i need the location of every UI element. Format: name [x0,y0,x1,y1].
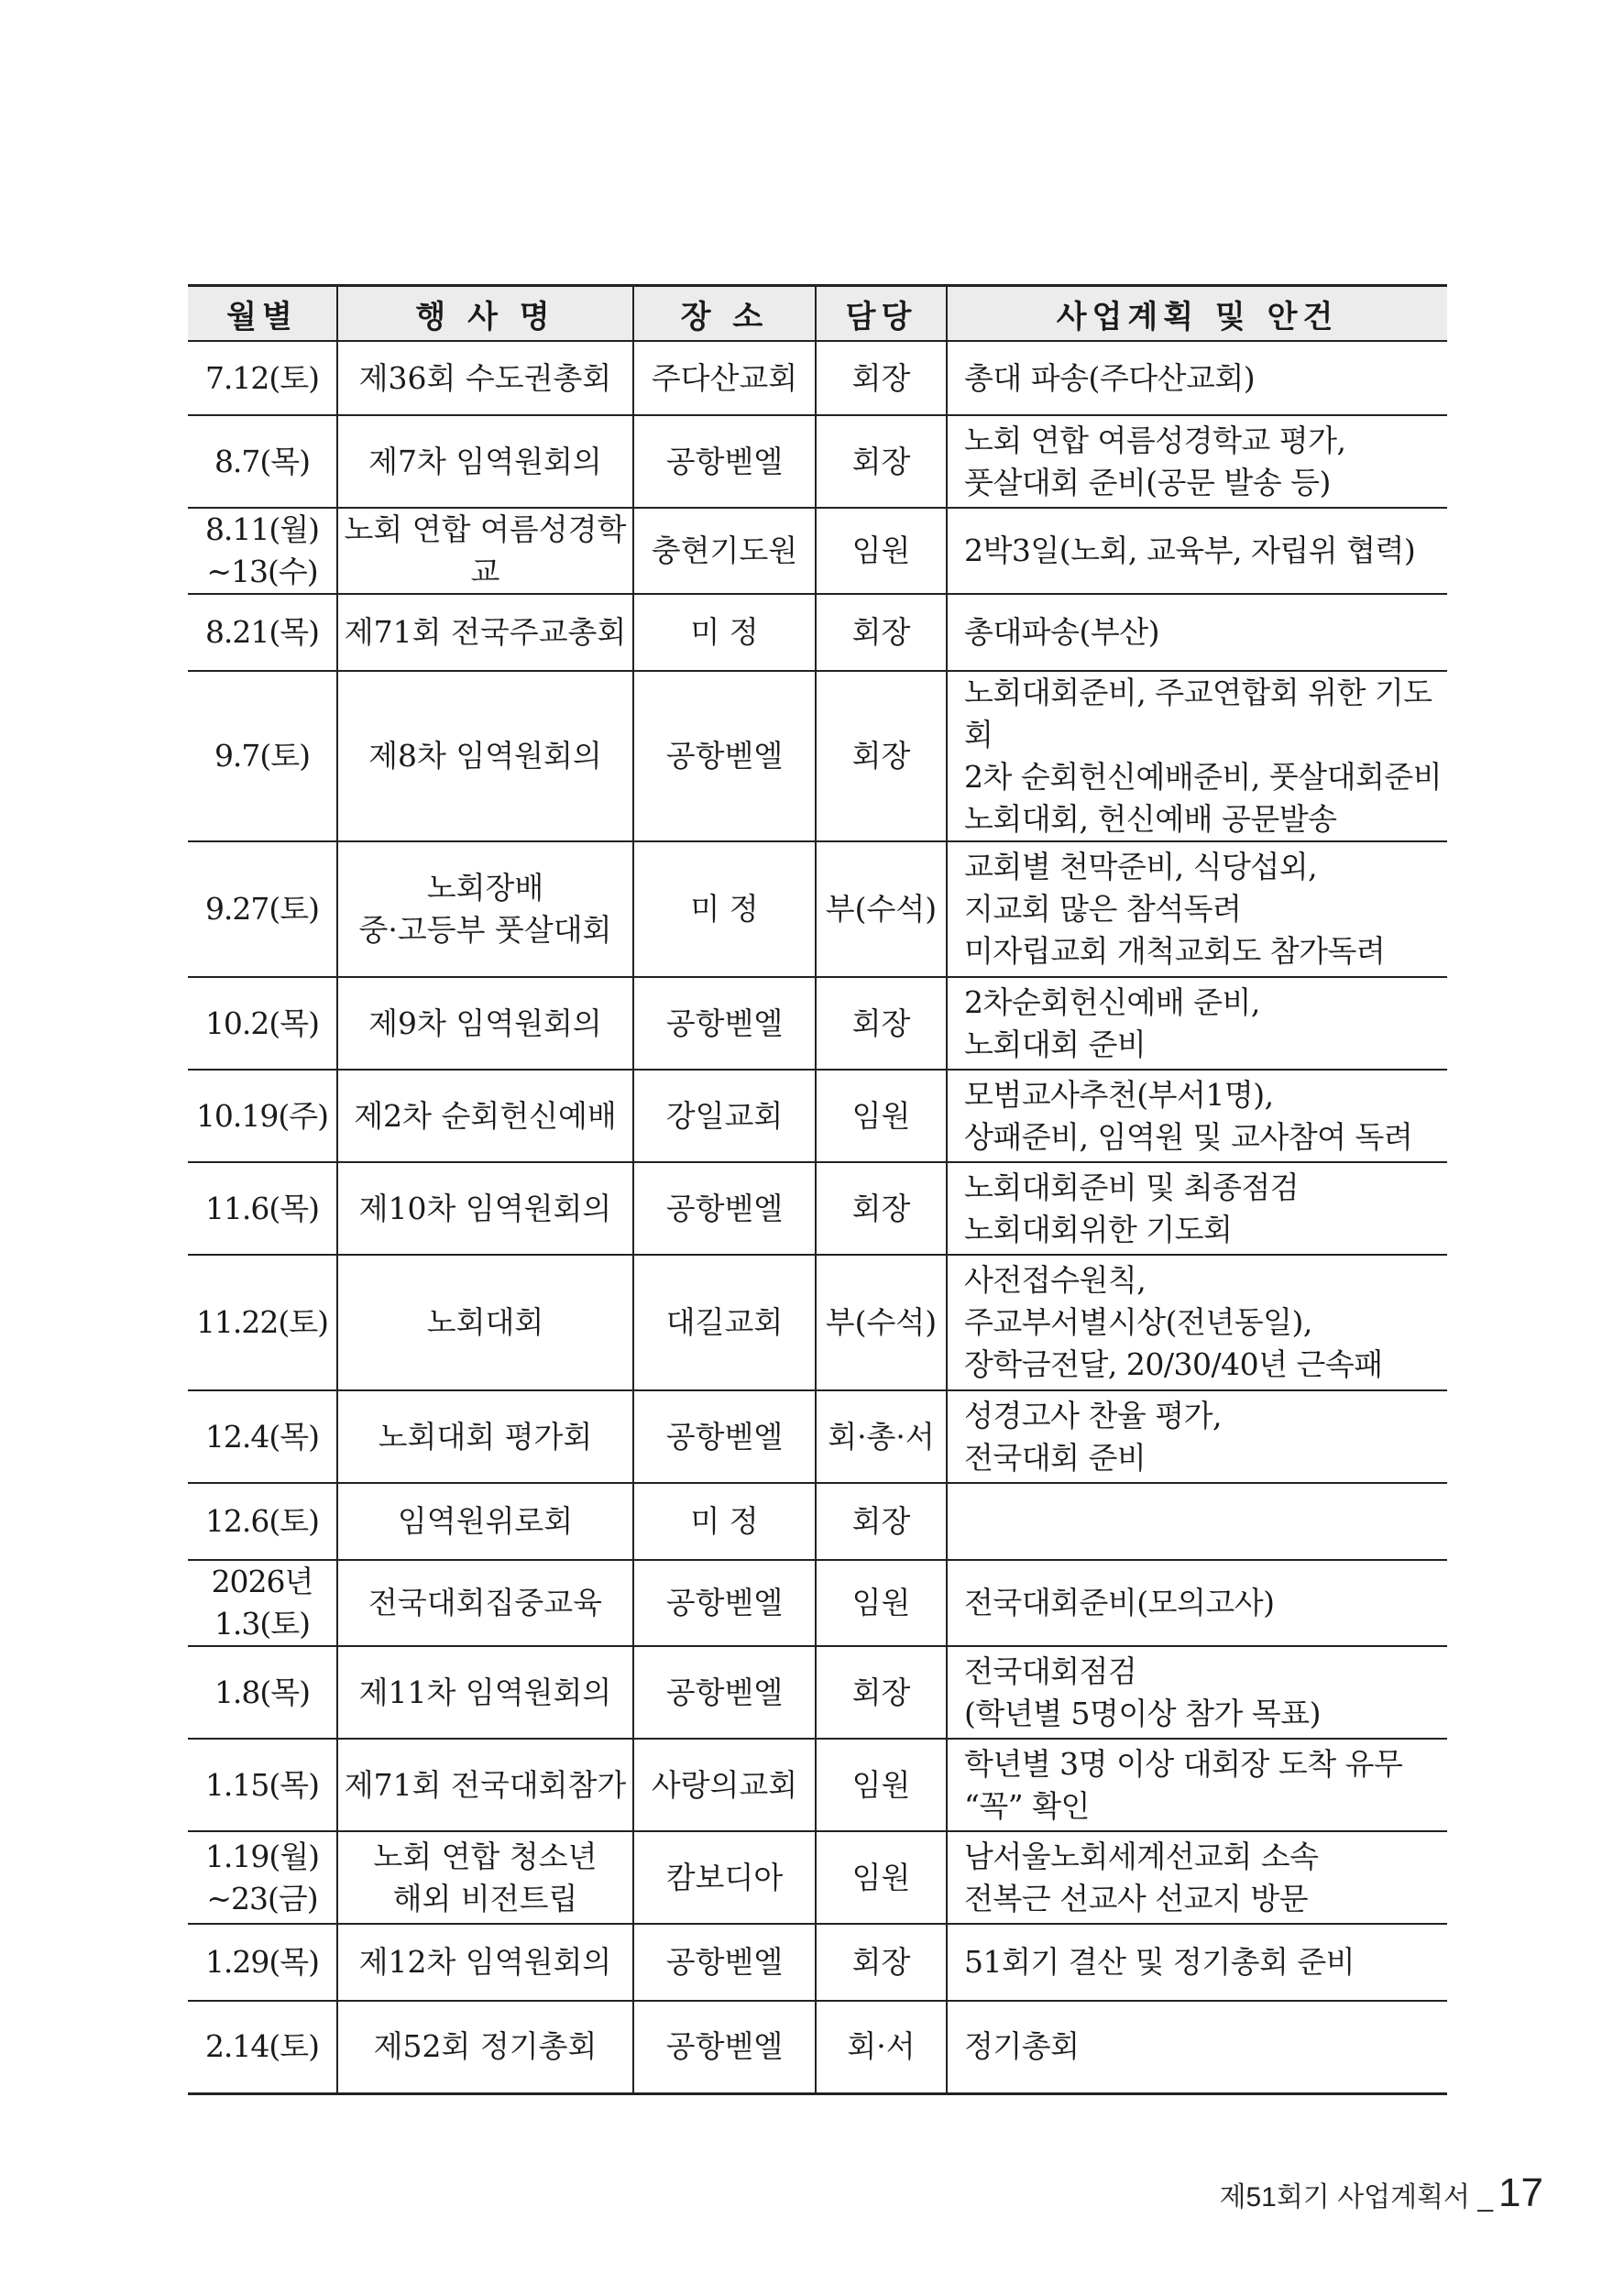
cell-event: 제11차 임역원회의 [337,1646,633,1739]
cell-event: 제7차 임역원회의 [337,415,633,508]
cell-owner: 회·총·서 [816,1390,947,1483]
cell-owner: 부(수석) [816,841,947,977]
cell-place: 공항벧엘 [633,1646,816,1739]
cell-date: 11.6(목) [188,1162,337,1255]
cell-event: 제12차 임역원회의 [337,1924,633,2001]
table-row [188,508,1447,594]
table-row [188,1483,1447,1560]
cell-owner: 회·서 [816,2001,947,2093]
cell-place: 캄보디아 [633,1831,816,1924]
cell-plan: 남서울노회세계선교회 소속 전복근 선교사 선교지 방문 [947,1831,1447,1924]
table-row [188,1739,1447,1831]
table-row [188,671,1447,841]
cell-place: 사랑의교회 [633,1739,816,1831]
cell-plan: 노회대회준비 및 최종점검 노회대회위한 기도회 [947,1162,1447,1255]
cell-event: 제9차 임역원회의 [337,977,633,1070]
cell-plan: 학년별 3명 이상 대회장 도착 유무 “꼭” 확인 [947,1739,1447,1831]
cell-date: 8.7(목) [188,415,337,508]
table-row [188,341,1447,415]
cell-place: 대길교회 [633,1255,816,1390]
cell-owner: 임원 [816,508,947,594]
cell-date: 2026년 1.3(토) [188,1560,337,1646]
cell-owner: 회장 [816,671,947,841]
cell-date: 10.19(주) [188,1070,337,1162]
cell-date: 2.14(토) [188,2001,337,2093]
cell-event: 제8차 임역원회의 [337,671,633,841]
header-event: 행 사 명 [337,286,633,342]
cell-event: 노회 연합 여름성경학교 [337,508,633,594]
cell-date: 1.8(목) [188,1646,337,1739]
header-plan: 사업계획 및 안건 [947,286,1447,342]
cell-owner: 부(수석) [816,1255,947,1390]
cell-owner: 임원 [816,1560,947,1646]
schedule-table [188,284,1447,2095]
cell-place: 미 정 [633,841,816,977]
cell-owner: 임원 [816,1739,947,1831]
cell-place: 미 정 [633,1483,816,1560]
cell-owner: 회장 [816,1924,947,2001]
cell-place: 공항벧엘 [633,671,816,841]
page-footer [1219,2170,1543,2216]
cell-event: 제2차 순회헌신예배 [337,1070,633,1162]
cell-owner: 회장 [816,977,947,1070]
table-row [188,415,1447,508]
cell-event: 임역원위로회 [337,1483,633,1560]
cell-event: 노회대회 평가회 [337,1390,633,1483]
cell-owner: 회장 [816,341,947,415]
cell-plan: 2박3일(노회, 교육부, 자립위 협력) [947,508,1447,594]
cell-owner: 회장 [816,594,947,671]
cell-event: 제52회 정기총회 [337,2001,633,2093]
cell-event: 노회대회 [337,1255,633,1390]
table-row [188,1255,1447,1390]
table-row [188,1560,1447,1646]
cell-event: 노회 연합 청소년 해외 비전트립 [337,1831,633,1924]
cell-place: 공항벧엘 [633,2001,816,2093]
cell-place: 공항벧엘 [633,1560,816,1646]
cell-event: 제36회 수도권총회 [337,341,633,415]
table-body [188,341,1447,2093]
cell-place: 미 정 [633,594,816,671]
cell-date: 11.22(토) [188,1255,337,1390]
cell-date: 12.4(목) [188,1390,337,1483]
header-month: 월별 [188,286,337,342]
cell-plan: 노회대회준비, 주교연합회 위한 기도회 2차 순회헌신예배준비, 풋살대회준비 노회대회, 헌신예배 공문발송 [947,671,1447,841]
cell-plan: 사전접수원칙, 주교부서별시상(전년동일), 장학금전달, 20/30/40년 근속패 [947,1255,1447,1390]
cell-place: 공항벧엘 [633,1390,816,1483]
cell-plan: 노회 연합 여름성경학교 평가, 풋살대회 준비(공문 발송 등) [947,415,1447,508]
cell-date: 1.19(월) ~23(금) [188,1831,337,1924]
header-place: 장 소 [633,286,816,342]
cell-date: 7.12(토) [188,341,337,415]
table-row [188,1646,1447,1739]
footer-title: 제51회기 사업계획서 _ [1219,2182,1494,2213]
cell-place: 주다산교회 [633,341,816,415]
table-row [188,1070,1447,1162]
table-row [188,1924,1447,2001]
cell-owner: 회장 [816,415,947,508]
cell-event: 전국대회집중교육 [337,1560,633,1646]
header-owner: 담당 [816,286,947,342]
table-row [188,1831,1447,1924]
table-row [188,2001,1447,2093]
table-row [188,1162,1447,1255]
cell-owner: 임원 [816,1831,947,1924]
cell-place: 충현기도원 [633,508,816,594]
cell-place: 강일교회 [633,1070,816,1162]
cell-owner: 회장 [816,1483,947,1560]
cell-date: 9.7(토) [188,671,337,841]
table-row [188,1390,1447,1483]
cell-event: 노회장배 중·고등부 풋살대회 [337,841,633,977]
cell-date: 8.11(월) ~13(수) [188,508,337,594]
cell-plan: 성경고사 찬율 평가, 전국대회 준비 [947,1390,1447,1483]
cell-plan: 전국대회점검 (학년별 5명이상 참가 목표) [947,1646,1447,1739]
page-number: 17 [1498,2170,1543,2215]
cell-date: 9.27(토) [188,841,337,977]
cell-event: 제10차 임역원회의 [337,1162,633,1255]
cell-plan: 교회별 천막준비, 식당섭외, 지교회 많은 참석독려 미자립교회 개척교회도 참가독려 [947,841,1447,977]
cell-plan: 51회기 결산 및 정기총회 준비 [947,1924,1447,2001]
cell-place: 공항벧엘 [633,1924,816,2001]
cell-date: 8.21(목) [188,594,337,671]
cell-owner: 임원 [816,1070,947,1162]
cell-place: 공항벧엘 [633,415,816,508]
cell-plan: 전국대회준비(모의고사) [947,1560,1447,1646]
cell-plan: 총대 파송(주다산교회) [947,341,1447,415]
cell-plan: 2차순회헌신예배 준비, 노회대회 준비 [947,977,1447,1070]
cell-place: 공항벧엘 [633,1162,816,1255]
cell-event: 제71회 전국주교총회 [337,594,633,671]
cell-owner: 회장 [816,1162,947,1255]
cell-date: 12.6(토) [188,1483,337,1560]
cell-plan: 총대파송(부산) [947,594,1447,671]
table-row [188,977,1447,1070]
cell-plan: 모범교사추천(부서1명), 상패준비, 임역원 및 교사참여 독려 [947,1070,1447,1162]
cell-plan: 정기총회 [947,2001,1447,2093]
cell-owner: 회장 [816,1646,947,1739]
cell-date: 1.29(목) [188,1924,337,2001]
table-row [188,841,1447,977]
cell-plan [947,1483,1447,1560]
cell-place: 공항벧엘 [633,977,816,1070]
cell-event: 제71회 전국대회참가 [337,1739,633,1831]
cell-date: 10.2(목) [188,977,337,1070]
table-row [188,594,1447,671]
cell-date: 1.15(목) [188,1739,337,1831]
table-header-row [188,286,1447,342]
